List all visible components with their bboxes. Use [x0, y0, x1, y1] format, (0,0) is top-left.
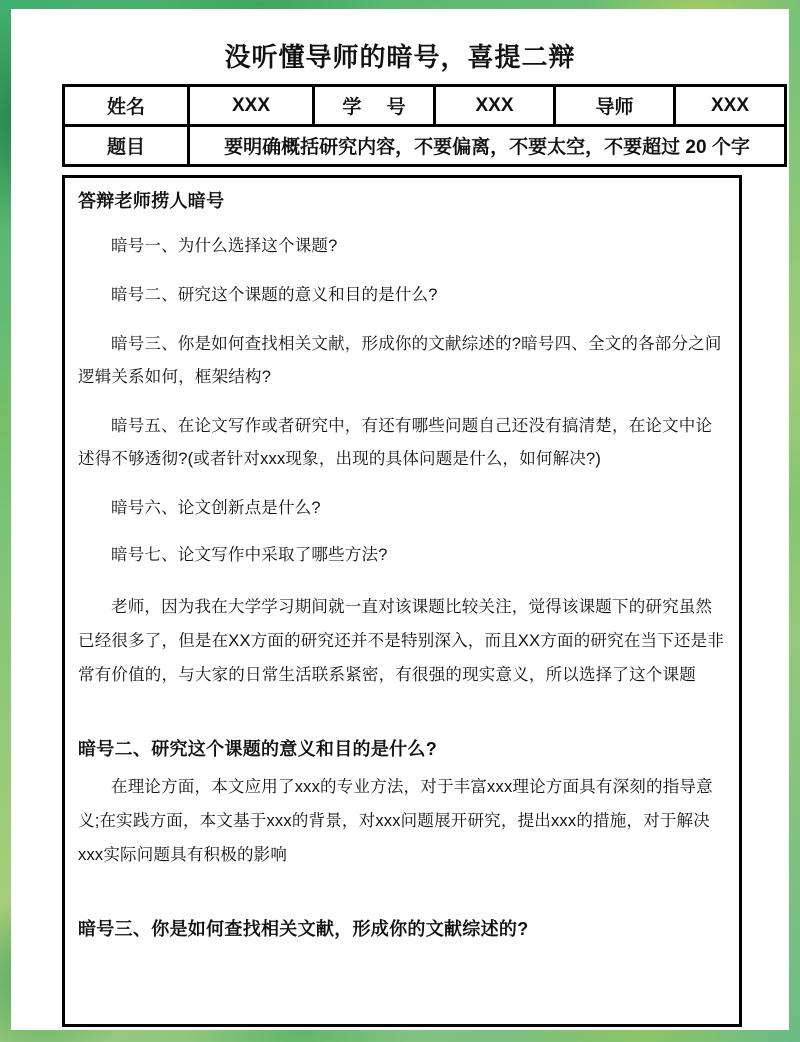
section-answer-2: 在理论方面，本文应用了xxx的专业方法，对于丰富xxx理论方面具有深刻的指导意义;在实践方面，本文基于xxx的背景，对xxx问题展开研究，提出xxx的措施，对于解决xxx实际问题具有积极的影响 — [78, 778, 713, 864]
section-heading-2: 暗号二、研究这个课题的意义和目的是什么? — [78, 739, 437, 759]
content-box — [62, 175, 742, 1027]
list-item: 暗号五、在论文写作或者研究中，有还有哪些问题自己还没有搞清楚，在论文中论述得不够透彻?(或者针对xxx现象，出现的具体问题是什么，如何解决?) — [78, 417, 713, 468]
table-row — [64, 126, 786, 166]
paper-card — [11, 9, 789, 1030]
list-item: 暗号六、论文创新点是什么? — [111, 499, 321, 517]
info-value-topic: 要明确概括研究内容，不要偏离，不要太空，不要超过 20 个字 — [189, 126, 786, 166]
page-title: 没听懂导师的暗号，喜提二辩 — [224, 42, 576, 72]
section-answer-1: 老师，因为我在大学学习期间就一直对该课题比较关注，觉得该课题下的研究虽然已经很多了，但是在XX方面的研究还并不是特别深入，而且XX方面的研究在当下还是非常有价值的，与大家的日常生活联系紧密，有很强的现实意义，所以选择了这个课题 — [78, 598, 725, 684]
section-heading-3: 暗号三、你是如何查找相关文献，形成你的文献综述的? — [78, 919, 529, 939]
info-value-name: XXX — [189, 86, 314, 126]
list-item: 暗号二、研究这个课题的意义和目的是什么? — [111, 286, 438, 304]
info-label-student-id: 学 号 — [314, 86, 435, 126]
list-item: 暗号一、为什么选择这个课题? — [111, 237, 338, 255]
section-heading-1: 答辩老师捞人暗号 — [78, 191, 225, 211]
info-label-name: 姓名 — [64, 86, 189, 126]
table-row — [64, 86, 786, 126]
info-table — [62, 84, 787, 167]
list-item: 暗号七、论文写作中采取了哪些方法? — [111, 546, 388, 564]
info-value-student-id: XXX — [435, 86, 555, 126]
info-value-advisor: XXX — [675, 86, 786, 126]
info-label-advisor: 导师 — [555, 86, 675, 126]
list-item: 暗号三、你是如何查找相关文献，形成你的文献综述的?暗号四、全文的各部分之间逻辑关系如何，框架结构? — [78, 335, 722, 386]
info-label-topic: 题目 — [64, 126, 189, 166]
